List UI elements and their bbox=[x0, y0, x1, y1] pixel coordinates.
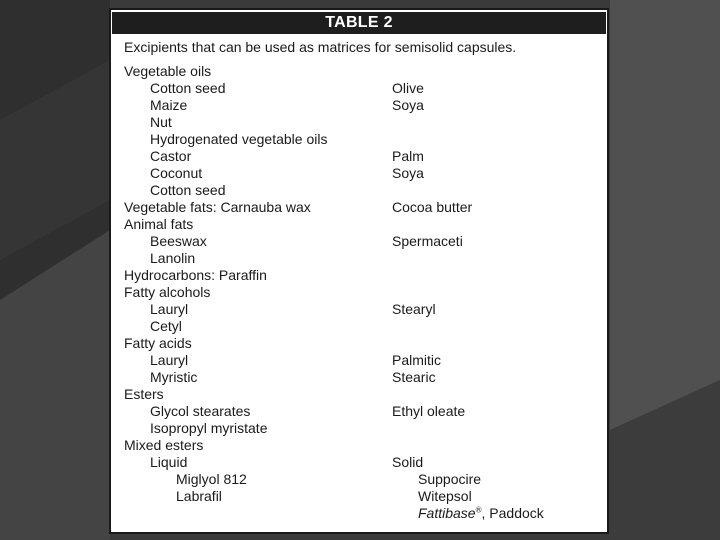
row-left-text: Fatty alcohols bbox=[124, 284, 211, 300]
table-row bbox=[111, 318, 607, 335]
row-left-text: Coconut bbox=[150, 165, 203, 181]
row-right-text: Palm bbox=[392, 148, 424, 164]
row-right-text: Soya bbox=[392, 97, 424, 113]
table-row bbox=[111, 386, 607, 403]
table-row bbox=[111, 199, 607, 216]
row-right-text: Spermaceti bbox=[392, 233, 463, 249]
row-left-text: Liquid bbox=[150, 454, 188, 470]
table-row bbox=[111, 335, 607, 352]
table-row bbox=[111, 250, 607, 267]
table-row bbox=[111, 63, 607, 80]
table-row bbox=[111, 80, 607, 97]
table-row bbox=[111, 471, 607, 488]
row-left-text: Esters bbox=[124, 386, 164, 402]
table-row bbox=[111, 488, 607, 505]
table-caption: Excipients that can be used as matrices for semisolid capsules. bbox=[124, 39, 517, 55]
row-left-text: Vegetable fats: Carnauba wax bbox=[124, 199, 311, 215]
row-right-text: Suppocire bbox=[418, 471, 482, 487]
row-left-text: Lauryl bbox=[150, 352, 189, 368]
row-left-text: Lauryl bbox=[150, 301, 189, 317]
row-left-text: Hydrogenated vegetable oils bbox=[150, 131, 328, 147]
row-left-text: Beeswax bbox=[150, 233, 207, 249]
table-row bbox=[111, 114, 607, 131]
table-row bbox=[111, 216, 607, 233]
table-row bbox=[111, 284, 607, 301]
row-left-text: Miglyol 812 bbox=[176, 471, 247, 487]
row-right-text: Ethyl oleate bbox=[392, 403, 466, 419]
row-left-text: Vegetable oils bbox=[124, 63, 212, 79]
table-card bbox=[109, 8, 609, 534]
table-rows bbox=[111, 63, 607, 522]
table-row bbox=[111, 505, 607, 522]
table-row bbox=[111, 131, 607, 148]
row-right-text: Soya bbox=[392, 165, 424, 181]
row-left-text: Animal fats bbox=[124, 216, 194, 232]
table-row bbox=[111, 403, 607, 420]
row-left-text: Maize bbox=[150, 97, 188, 113]
row-left-text: Hydrocarbons: Paraffin bbox=[124, 267, 267, 283]
table-row bbox=[111, 97, 607, 114]
table-row bbox=[111, 182, 607, 199]
table-row bbox=[111, 352, 607, 369]
row-right-text: Stearic bbox=[392, 369, 436, 385]
row-right-text bbox=[418, 505, 544, 522]
registered-mark: ® bbox=[475, 505, 482, 515]
table-row bbox=[111, 454, 607, 471]
table-row bbox=[111, 420, 607, 437]
row-right-text: Stearyl bbox=[392, 301, 436, 317]
row-right-text: Solid bbox=[392, 454, 424, 470]
row-left-text: Labrafil bbox=[176, 488, 222, 504]
table-row bbox=[111, 301, 607, 318]
table-row bbox=[111, 148, 607, 165]
row-left-text: Cotton seed bbox=[150, 182, 226, 198]
table-row bbox=[111, 267, 607, 284]
row-left-text: Myristic bbox=[150, 369, 198, 385]
brand-name-italic: Fattibase bbox=[418, 505, 476, 521]
row-left-text: Cetyl bbox=[150, 318, 182, 334]
row-right-rest: , Paddock bbox=[481, 505, 544, 521]
row-right-text: Palmitic bbox=[392, 352, 442, 368]
row-left-text: Mixed esters bbox=[124, 437, 204, 453]
row-left-text: Isopropyl myristate bbox=[150, 420, 268, 436]
row-right-text: Olive bbox=[392, 80, 424, 96]
table-row bbox=[111, 233, 607, 250]
row-left-text: Fatty acids bbox=[124, 335, 192, 351]
row-left-text: Glycol stearates bbox=[150, 403, 251, 419]
row-left-text: Nut bbox=[150, 114, 172, 130]
row-left-text: Lanolin bbox=[150, 250, 196, 266]
table-row bbox=[111, 437, 607, 454]
table-title: TABLE 2 bbox=[112, 12, 606, 34]
table-row bbox=[111, 369, 607, 386]
table-row bbox=[111, 165, 607, 182]
row-left-text: Cotton seed bbox=[150, 80, 226, 96]
row-right-text: Witepsol bbox=[418, 488, 472, 504]
row-left-text: Castor bbox=[150, 148, 192, 164]
row-right-text: Cocoa butter bbox=[392, 199, 473, 215]
